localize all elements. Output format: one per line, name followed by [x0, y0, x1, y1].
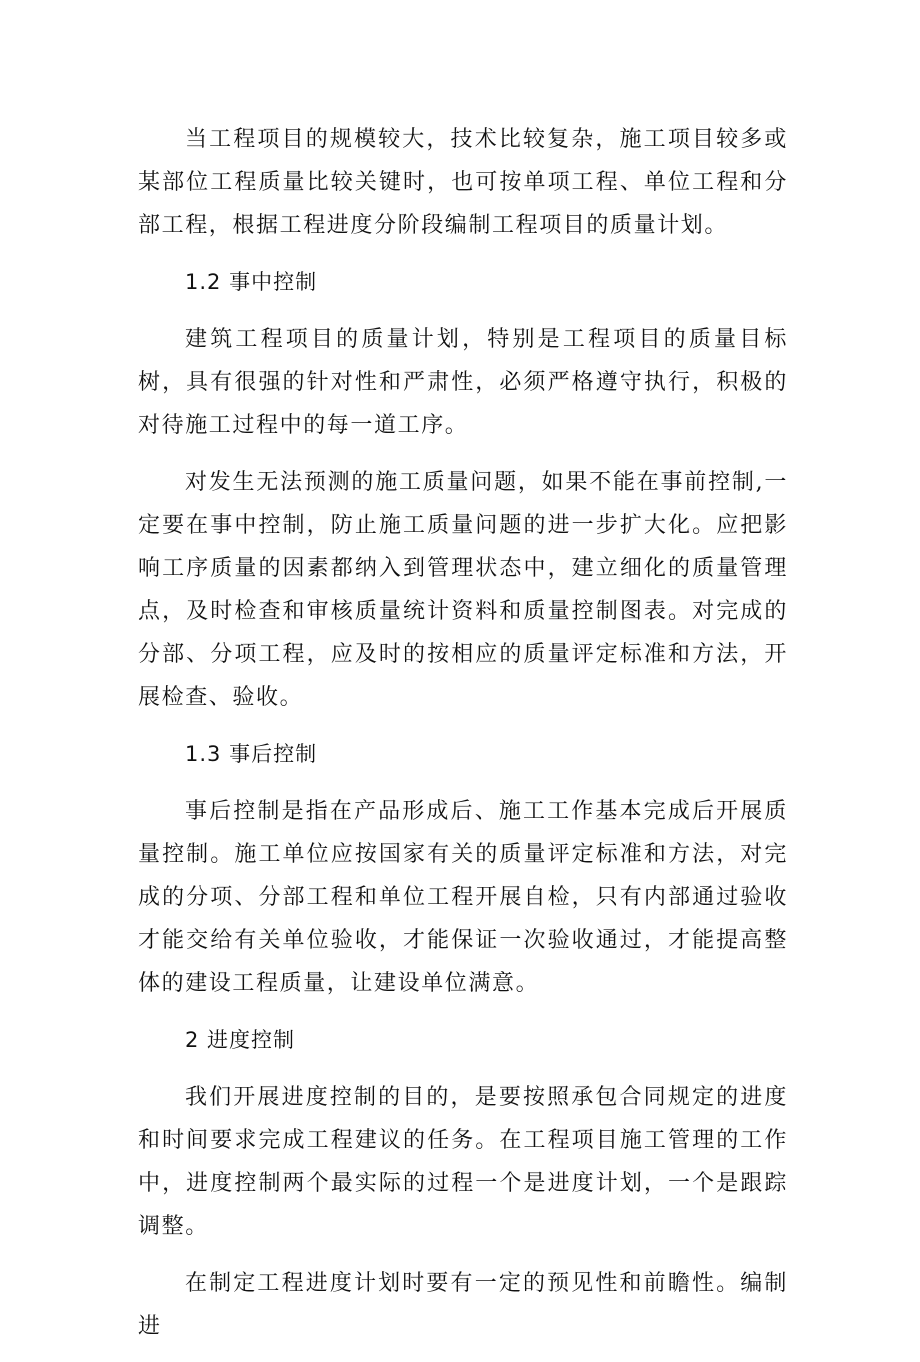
heading-in-process-control: 1.2 事中控制: [185, 270, 318, 294]
paragraph-quality-plan-scope: 当工程项目的规模较大，技术比较复杂，施工项目较多或某部位工程质量比较关键时，也可按单项工程、单位工程和分部工程，根据工程进度分阶段编制工程项目的质量计划。: [138, 127, 788, 238]
paragraph-schedule-control-purpose: 我们开展进度控制的目的，是要按照承包合同规定的进度和时间要求完成工程建议的任务。在工程项目施工管理的工作中，进度控制两个最实际的过程一个是进度计划，一个是跟踪调整。: [138, 1085, 788, 1239]
paragraph-quality-plan-execution: 建筑工程项目的质量计划，特别是工程项目的质量目标树，具有很强的针对性和严肃性，必须严格遵守执行，积极的对待施工过程中的每一道工序。: [138, 327, 788, 438]
heading-schedule-control: 2 进度控制: [185, 1028, 296, 1052]
heading-post-control: 1.3 事后控制: [185, 742, 318, 766]
paragraph-schedule-planning: 在制定工程进度计划时要有一定的预见性和前瞻性。编制进: [138, 1271, 788, 1339]
document-body: [138, 118, 788, 1362]
paragraph-unpredictable-issues: 对发生无法预测的施工质量问题，如果不能在事前控制,一定要在事中控制，防止施工质量问题的进一步扩大化。应把影响工序质量的因素都纳入到管理状态中，建立细化的质量管理点，及时检查和审核质量统计资料和质量控制图表。对完成的分部、分项工程，应及时的按相应的质量评定标准和方法，开展检查、验收。: [138, 470, 788, 710]
paragraph-post-control: 事后控制是指在产品形成后、施工工作基本完成后开展质量控制。施工单位应按国家有关的质量评定标准和方法，对完成的分项、分部工程和单位工程开展自检，只有内部通过验收才能交给有关单位验收，才能保证一次验收通过，才能提高整体的建设工程质量，让建设单位满意。: [138, 799, 788, 996]
